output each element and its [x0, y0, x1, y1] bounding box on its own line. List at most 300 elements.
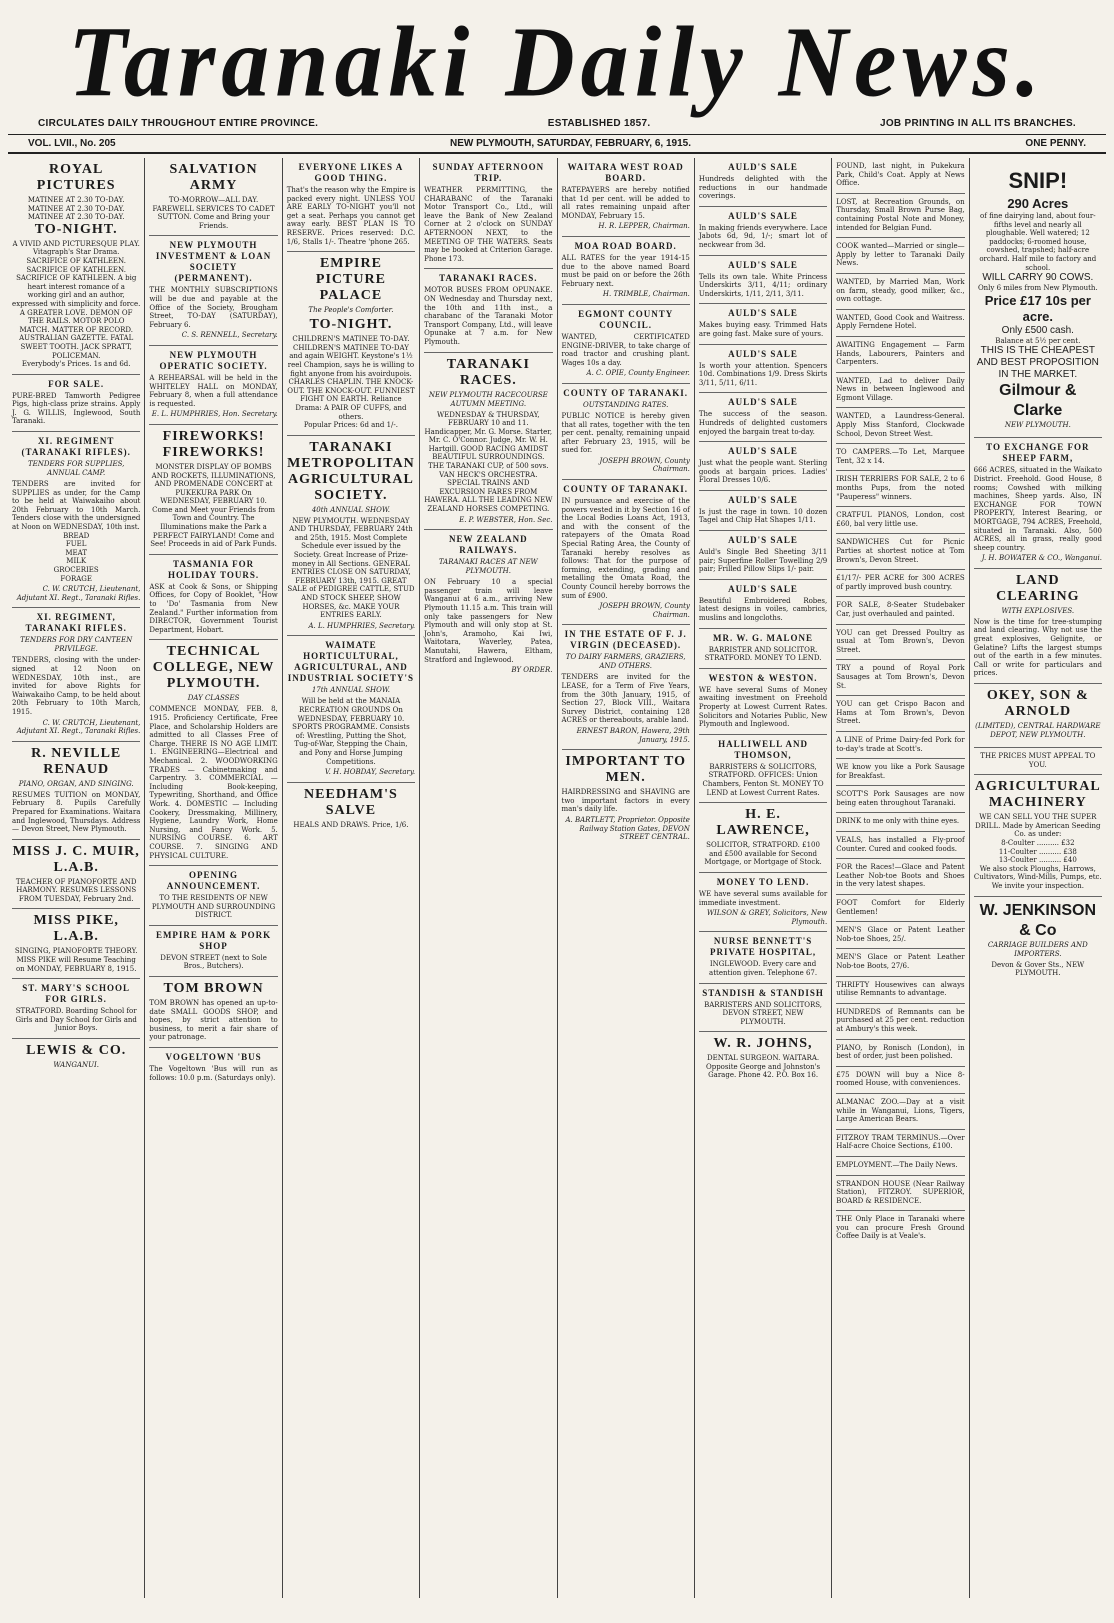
ad-body: TO THE RESIDENTS OF NEW PLYMOUTH AND SURROUNDING DISTRICT.: [151, 894, 276, 920]
ad-title: AULD'S SALE: [728, 535, 798, 546]
ad-waimate-show: [287, 636, 415, 782]
ad-body: COMMENCE MONDAY, FEB. 8, 1915. Proficiency Certificate, Free Place, and Scholarship Holders are admitted to all Classes Free of Charge. THERE IS NO AGE LIMIT. 1. ENGINEERING—Electrical and Mechanical. 2. WOODWORKING TRADES — Cabinetmaking and Carpentry. 3. COMMERCIAL — Including Book-keeping, Typewriting, Shorthand, and Office Work. 4. DOMESTIC — Including Cookery, Dressmaking, Millinery, Hygiene, Laundry Work, Home Nursing, and Fancy Work. 5. NURSING COURSE. 6. ART COURSE. 7. SINGING AND PHYSICAL CULTURE.: [149, 705, 278, 860]
classified-ad: [836, 732, 964, 759]
drill-price-row: 13-Coulter .......... £40: [998, 856, 1077, 865]
ad-body: THE MONTHLY SUBSCRIPTIONS will be due and payable at the Office of the Society, Brougham Street, TO-DAY (SATURDAY), February 6.: [149, 286, 278, 329]
ad-title: W. R. JOHNS,: [713, 1036, 813, 1052]
ad-title: AULD'S SALE: [728, 397, 798, 408]
ad-body: BARRISTERS & SOLICITORS, STRATFORD. OFFICES: Union Chambers, Fenton St. MONEY TO LEND at Lowest Current Rates.: [702, 762, 824, 797]
ad-subtitle: WITH EXPLOSIVES.: [1001, 606, 1075, 615]
ad-signature: E. P. WEBSTER, Hon. Sec.: [459, 515, 553, 524]
ad-body: INGLEWOOD. Every care and attention given. Telephone 67.: [709, 960, 818, 977]
classified-text: FOOT Comfort for Elderly Gentlemen!: [836, 899, 965, 916]
drill-price-row: 11-Coulter .......... £38: [998, 847, 1077, 856]
ad-body: ALL RATES for the year 1914-15 due to the above named Board must be paid on or before the 26th February next.: [561, 253, 690, 288]
ad-title: TOM BROWN: [163, 981, 264, 997]
classified-ad: [836, 786, 964, 813]
ad-title: TO EXCHANGE FOR SHEEP FARM,: [986, 442, 1090, 464]
ad-title: AULD'S SALE: [728, 210, 798, 221]
ad-title: MISS J. C. MUIR, L.A.B.: [12, 843, 140, 875]
ad-body: Is worth your attention. Spencers 10d. Combinations 1/9. Dress Skirts 3/11, 5/11, 6/11.: [698, 361, 828, 387]
classified-ad: [836, 660, 964, 696]
ad-title: STANDISH & STANDISH: [702, 987, 824, 998]
classified-text: YOU can get Dressed Poultry as usual at Tom Brown's, Devon Street.: [836, 628, 965, 654]
classified-ad: [836, 444, 964, 471]
ad-sunday-trip: [424, 158, 552, 269]
tonight-heading: TO-NIGHT.: [309, 317, 393, 333]
ad-signature: A. BARTLETT, Proprietor. Opposite Railway Station Gates, DEVON STREET CENTRAL.: [565, 815, 690, 842]
ad-title: EGMONT COUNTY COUNCIL.: [578, 308, 674, 330]
ad-halliwell: [699, 735, 827, 803]
ad-aulds-sale: [699, 442, 827, 491]
ad-subtitle: The People's Comforter.: [308, 306, 394, 315]
ad-body: 666 ACRES, situated in the Waikato District. Freehold. Good House, 8 rooms; Cowshed with milking machines, Sheep yards. Also, IN EXCHANGE FOR TOWN PROPERTY, Interest Bearing, or MORTGAGE, 794 ACRES, Freehold, situated in Taranaki. Also, 500 ACRES, all in grass, really good sheep country.: [973, 466, 1102, 552]
ad-pike: [12, 909, 140, 979]
classified-text: FOR SALE, 8-Seater Studebaker Car, just overhauled and painted.: [836, 601, 965, 618]
ad-body: TENDERS, closing with the under-signed at 12 Noon on WEDNESDAY, 10th inst., are invited for above Rights for Waiwakaiho Camp, to be held about 20th February to 10th March, 1915.: [12, 656, 141, 716]
ad-body: RESUMES TUITION on MONDAY, February 8. Pupils Carefully Prepared for Examinations. Waitara and Inglewood, Thursdays. Address — Devon Street, New Plymouth.: [12, 790, 141, 834]
cheapest-note: THIS IS THE CHEAPEST AND BEST PROPOSITION IN THE MARKET.: [976, 345, 1099, 381]
ad-subtitle: WANGANUI.: [53, 1061, 100, 1070]
ad-signature: C. W. CRUTCH, Lieutenant, Adjutant XI. Regt., Taranaki Rifles.: [16, 718, 141, 736]
classified-text: SCOTT'S Pork Sausages are now being eaten throughout Taranaki.: [836, 790, 965, 807]
ad-subtitle: TARANAKI RACES AT NEW PLYMOUTH.: [438, 558, 538, 576]
ad-dry-canteen: [12, 608, 140, 741]
classified-text: THRIFTY Housewives can always utilise Remnants to advantage.: [836, 980, 965, 998]
ad-body: The success of the season. Hundreds of delighted customers enjoyed the bargain treat to-day.: [698, 410, 828, 436]
ad-title: NEEDHAM'S SALVE: [304, 786, 398, 818]
ad-body: TENDERS are invited for SUPPLIES as under, for the Camp to be held at Waiwakaiho about 20th February to 10th March. Tenders close with the undersigned at Noon on WEDNESDAY, 10th inst.: [12, 480, 141, 532]
ad-body: WE have several Sums of Money awaiting investment on Freehold Property at Lowest Current Rates. Solicitors and Notaries Public, New Plymouth and Inglewood.: [698, 685, 828, 729]
ad-body: WANTED, CERTIFICATED ENGINE-DRIVER, to take charge of road tractor and crushing plant. Wages 10s a day.: [561, 332, 690, 367]
ad-tom-brown: [149, 977, 277, 1048]
ad-st-marys: [12, 979, 140, 1039]
ad-johns-dentist: [699, 1032, 827, 1085]
ad-body: STRATFORD. Boarding School for Girls and Day School for Girls and Junior Boys.: [15, 1007, 137, 1033]
supply-item: FUEL: [65, 540, 87, 549]
ad-title: WAITARA WEST ROAD BOARD.: [567, 162, 684, 183]
ad-egmont-council: [562, 305, 690, 384]
ad-prices-appeal: [974, 748, 1102, 775]
ad-title: AULD'S SALE: [728, 348, 798, 359]
classified-text: ALMANAC ZOO.—Day at a visit while in Wanganui, Lions, Tigers, Large American Bears.: [836, 1097, 965, 1124]
ad-title: TARANAKI RACES.: [446, 356, 530, 388]
ad-title: AULD'S SALE: [728, 308, 798, 319]
ad-body: TOM BROWN has opened an up-to-date SMALL GOODS SHOP, and hopes, by strict attention to business, to merit a fair share of your patronage.: [149, 999, 278, 1042]
ad-subtitle: NEW PLYMOUTH RACECOURSE AUTUMN MEETING.: [428, 390, 548, 408]
ad-signature: V. H. HOBDAY, Secretary.: [324, 768, 416, 777]
ad-body: TO-MORROW—ALL DAY. FAREWELL SERVICES TO CADET SUTTON. Come and Bring your Friends.: [152, 196, 275, 230]
classified-text: FOUND, last night, in Pukekura Park, Child's Coat. Apply at News Office.: [836, 162, 965, 188]
classified-ad: [836, 1176, 964, 1212]
classified-text: THE Only Place in Taranaki where you can procure Fresh Ground Coffee Daily is at Veale's.: [836, 1215, 965, 1241]
ad-subtitle: TENDERS FOR SUPPLIES, ANNUAL CAMP.: [27, 460, 125, 478]
ad-railways: [424, 530, 552, 680]
ad-title: NEW PLYMOUTH INVESTMENT & LOAN SOCIETY (PERMANENT).: [155, 240, 272, 284]
matinee-lines: [12, 196, 140, 222]
ad-title: AULD'S SALE: [728, 162, 798, 172]
ad-title: LAND CLEARING: [996, 572, 1080, 604]
ad-body: ON February 10 a special passenger train will leave Wanganui at 6 a.m., arriving New Plymouth 11.15 a.m. This train will only take passengers for New Plymouth and will only stop at St. John's, Aramoho, Kai Iwi, Waitotara, Waverley, Patea, Manutahi, Hawera, Eltham, Stratford and Inglewood.: [424, 578, 553, 664]
classified-text: WANTED, by Married Man, Work on farm, steady, good milker, &c., own cottage.: [836, 277, 965, 304]
ad-title: SNIP!: [1008, 168, 1068, 193]
ad-signature: J. H. BOWATER & CO., Wanganui.: [981, 554, 1102, 563]
ad-agricultural-machinery: [974, 775, 1102, 896]
classified-text: FOR the Races!—Glace and Patent Leather Nob-toe Boots and Shoes in the very latest shapes.: [836, 863, 965, 889]
agent-location: NEW PLYMOUTH.: [1004, 421, 1071, 430]
ad-title: XI. REGIMENT (TARANAKI RIFLES).: [21, 436, 131, 458]
ad-body: Makes buying easy. Trimmed Hats are going fast. Make sure of yours.: [698, 321, 828, 338]
ad-body: WEDNESDAY & THURSDAY, FEBRUARY 10 and 11. Handicapper, Mr. G. Morse. Starter, Mr. C. O'Connor. Judge, Mr. W. H. Hartgill. GOOD RACING AMIDST BEAUTIFUL SURROUNDINGS. THE TARANAKI CUP, of 500 sovs. VAN HECK'S ORCHESTRA. SPECIAL TRAINS AND EXCURSION FARES FROM HAWERA. ALL THE LEADING NEW ZEALAND HORSES COMPETING.: [424, 410, 553, 514]
classified-ad: [836, 922, 964, 949]
tonight-heading: TO-NIGHT.: [34, 221, 118, 237]
ad-subtitle: 17th ANNUAL SHOW.: [311, 686, 391, 695]
ad-title: ROYAL PICTURES: [36, 162, 116, 193]
ad-title: COUNTY OF TARANAKI.: [563, 484, 689, 495]
classified-text: MEN'S Glace or Patent Leather Nob-toe Boots, 27/6.: [836, 953, 965, 970]
place-date: NEW PLYMOUTH, SATURDAY, FEBRUARY, 6, 1915.: [450, 138, 692, 149]
ad-title: IMPORTANT TO MEN.: [565, 754, 686, 786]
ad-body: THE PRICES MUST APPEAL TO YOU.: [980, 752, 1096, 769]
classified-ad: [836, 373, 964, 409]
ad-subtitle: PIANO, ORGAN, AND SINGING.: [18, 779, 134, 788]
ad-body: PURE-BRED Tamworth Pedigree Pigs, high-class prize strains. Apply J. G. WILLIS, Inglewood, South Taranaki.: [12, 391, 141, 426]
ad-title: TARANAKI RACES.: [439, 273, 538, 284]
ad-aulds-sale: [699, 393, 827, 442]
ad-title: VOGELTOWN 'BUS: [165, 1052, 262, 1063]
ad-title: EMPIRE HAM & PORK SHOP: [155, 929, 272, 951]
ad-body: of fine dairying land, about four-fifths level and nearly all ploughable. Well watered; 12 paddocks; 6-roomed house, cowshed, trapshed; half-acre orchard. Half mile to factory and school.: [979, 212, 1097, 272]
balance-terms: Balance at 5½ per cent.: [995, 336, 1081, 345]
cash-required: Only £500 cash.: [1001, 324, 1074, 336]
classified-text: £75 DOWN will buy a Nice 8-roomed House, with conveniences.: [836, 1070, 965, 1088]
column-1: [8, 158, 145, 1598]
classified-text: TO CAMPERS.—To Let, Marquee Tent, 32 x 14.: [836, 448, 965, 465]
ad-title: AULD'S SALE: [728, 446, 798, 457]
ad-title: WAIMATE HORTICULTURAL, AGRICULTURAL, AND INDUSTRIAL SOCIETY'S: [287, 640, 415, 684]
ad-signature: H. TRIMBLE, Chairman.: [602, 290, 690, 299]
ad-title: MISS PIKE, L.A.B.: [33, 913, 119, 945]
ad-nurse-bennett: [699, 932, 827, 983]
classified-ad: [836, 813, 964, 832]
ad-body: Will be held at the MANAIA RECREATION GROUNDS On WEDNESDAY, FEBRUARY 10. SPORTS PROGRAMME. Consists of: Wrestling, Putting the Shot, Tug-of-War, Stepping the Chain, and Pony and Horse Jumping Competitions.: [292, 697, 410, 766]
ad-signature: WILSON & GREY, Solicitors, New Plymouth.: [706, 909, 828, 926]
ad-aulds-sale: [699, 531, 827, 580]
ad-body: WE have several sums available for immediate investment.: [698, 889, 828, 907]
ad-renaud: [12, 742, 140, 840]
classified-ad: [836, 570, 964, 597]
classified-ad: [836, 310, 964, 337]
classified-text: HUNDREDS of Remnants can be purchased at 25 per cent. reduction at Ambury's this week.: [836, 1007, 965, 1033]
ad-title: EMPIRE PICTURE PALACE: [315, 256, 386, 304]
price: ONE PENNY.: [1025, 138, 1086, 149]
dateline: [8, 134, 1106, 154]
ad-salvation-army: [149, 158, 277, 236]
classified-text: MEN'S Glace or Patent Leather Nob-toe Shoes, 25/.: [836, 926, 965, 943]
drill-price-list: [974, 839, 1102, 865]
ad-body: Auld's Single Bed Sheeting 3/11 pair; Superfine Roller Towelling 2/9 pair; Frilled Pillow Slips 1/- pair.: [698, 548, 828, 574]
ad-title: MOA ROAD BOARD.: [574, 240, 677, 251]
ad-important-to-men: [562, 750, 690, 847]
ad-fireworks: [149, 425, 277, 555]
farm-price: Price £17 10s per acre.: [984, 292, 1091, 324]
classified-text: A LINE of Prime Dairy-fed Pork for to-day's trade at Scott's.: [836, 735, 965, 753]
ad-body: A REHEARSAL will be held in the WHITELEY HALL on MONDAY, February 8, when a full attendance is requested.: [149, 373, 278, 408]
ad-royal-pictures: [12, 158, 140, 375]
ad-title: MONEY TO LEND.: [716, 876, 810, 887]
ad-signature: C. S. RENNELL, Secretary.: [181, 331, 278, 340]
ad-aulds-sale: [699, 207, 827, 256]
ad-racecourse: [424, 353, 552, 531]
classified-text: PIANO, by Ronisch (London), in best of order, just been polished.: [836, 1043, 965, 1061]
column-2: [145, 158, 282, 1598]
ad-technical-college: [149, 640, 277, 866]
ad-rifles-supplies: [12, 432, 140, 608]
ad-body: TENDERS are invited for the LEASE, for a Term of Five Years, from the 30th January, 1915, of Section 27, Block VIII., Waitara Survey District, containing 128 ACRES or thereabouts, arable land.: [561, 673, 690, 725]
classified-text: AWAITING Engagement — Farm Hands, Labourers, Painters and Carpenters.: [836, 340, 965, 367]
ad-title: XI. REGIMENT, TARANAKI RIFLES.: [25, 612, 127, 634]
ad-waitara-road-board: [562, 158, 690, 237]
ad-subtitle: 40th ANNUAL SHOW.: [311, 505, 391, 514]
ad-signature: A. C. OPIE, County Engineer.: [586, 369, 690, 378]
ad-title: IN THE ESTATE OF F. J. VIRGIN (DECEASED).: [564, 629, 687, 651]
ad-aulds-sale: [699, 158, 827, 207]
ad-title: TASMANIA FOR HOLIDAY TOURS.: [168, 558, 260, 580]
ad-signature: JOSEPH BROWN, County Chairman.: [599, 456, 690, 474]
ad-land-clearing: [974, 569, 1102, 684]
ad-muir: [12, 840, 140, 910]
ad-body: TEACHER OF PIANOFORTE AND HARMONY. RESUMES LESSONS FROM TUESDAY, February 2nd.: [15, 877, 137, 903]
classified-ad: [836, 1157, 964, 1176]
ad-body: BARRISTERS AND SOLICITORS, DEVON STREET, NEW PLYMOUTH.: [704, 1000, 823, 1026]
ad-title: COUNTY OF TARANAKI.: [563, 387, 689, 398]
ad-title: AULD'S SALE: [728, 494, 798, 505]
ad-address: Devon & Gover Sts., NEW PLYMOUTH.: [991, 960, 1085, 978]
ad-title: AULD'S SALE: [728, 583, 798, 594]
ad-body: HAIRDRESSING and SHAVING are two important factors in every man's daily life.: [561, 788, 690, 814]
cow-capacity: WILL CARRY 90 COWS.: [982, 272, 1094, 284]
established-note: ESTABLISHED 1857.: [547, 118, 651, 129]
ad-body: HEALS AND DRAWS. Price, 1/6.: [293, 820, 409, 829]
ad-signature: BY ORDER.: [511, 666, 553, 675]
column-3: [283, 158, 420, 1598]
ad-subtitle: OUTSTANDING RATES.: [582, 400, 669, 409]
ad-operatic-society: [149, 346, 277, 425]
agent-name: Gilmour & Clarke: [999, 382, 1077, 420]
ad-body: IN pursuance and exercise of the powers vested in it by Section 16 of the Local Bodies Loans Act, 1913, and with the consent of the ratepayers of the Omata Road Special Rating Area, the County of Taranaki hereby resolves as follows: That for the purpose of forming, extending, grading and metalling the Omata Road, the County Council hereby borrows the sum of £900.: [561, 497, 690, 600]
ad-aulds-sale: [699, 256, 827, 305]
column-7: [832, 158, 969, 1598]
newspaper-title: Taranaki Daily News.: [68, 5, 1046, 118]
ad-subtitle: TO DAIRY FARMERS, GRAZIERS, AND OTHERS.: [565, 653, 686, 671]
ad-lawrence: [699, 803, 827, 873]
ad-title: R. NEVILLE RENAUD: [31, 745, 122, 777]
ad-body: MOTOR BUSES FROM OPUNAKE. ON Wednesday and Thursday next, the 10th and 11th inst., a charabanc of the Taranaki Motor Transport Company, Ltd., will leave Opunake at 7 a.m. for New Plymouth.: [424, 286, 553, 346]
classified-ad: [836, 534, 964, 570]
classified-ad: [836, 471, 964, 507]
ad-body: Just what the people want. Sterling goods at bargain prices. Ladies' Floral Dresses 10/6.: [698, 459, 828, 485]
ad-signature: JOSEPH BROWN, County Chairman.: [599, 602, 690, 619]
ad-signature: H. R. LEPPER, Chairman.: [598, 222, 690, 231]
ad-title: EVERYONE LIKES A GOOD THING.: [298, 162, 404, 183]
ad-title: AGRICULTURAL MACHINERY: [974, 779, 1101, 811]
ad-jenkinson: [974, 897, 1102, 983]
ad-title: OPENING ANNOUNCEMENT.: [166, 870, 261, 892]
job-printing-note: JOB PRINTING IN ALL ITS BRANCHES.: [879, 118, 1076, 129]
ad-title: MR. W. G. MALONE: [713, 632, 814, 643]
ad-title: NURSE BENNETT'S PRIVATE HOSPITAL,: [710, 936, 817, 958]
classified-ad: [836, 977, 964, 1004]
ad-title: FOR SALE.: [48, 378, 105, 389]
ad-footer: Everybody's Prices. 1s and 6d.: [21, 360, 131, 369]
classified-ad: [836, 238, 964, 274]
ad-body: Tells its own tale. White Princess Underskirts 3/11, 4/11; ordinary Underskirts, 1/11, 2/11, 3/11.: [698, 272, 828, 298]
classified-ad: [836, 597, 964, 624]
ad-virgin-estate: [562, 625, 690, 750]
ad-title: TECHNICAL COLLEGE, NEW PLYMOUTH.: [152, 644, 275, 692]
ad-body: NEW PLYMOUTH. WEDNESDAY AND THURSDAY, FEBRUARY 24th and 25th, 1915. Most Complete Schedule ever issued by the Society. Great Increase of Prize-money in All Sections. GENERAL ENTRIES CLOSE ON SATURDAY, FEBRUARY 13th, 1915. GREAT SALE of PEDIGREE CATTLE, STUD AND STOCK SHEEP, SHOW HORSES, &c. MAKE YOUR ENTRIES EARLY.: [287, 516, 415, 620]
classified-ad: [836, 1067, 964, 1094]
ad-aulds-sale: [699, 580, 827, 629]
ad-title: WESTON & WESTON.: [708, 672, 818, 683]
classified-text: WANTED, Good Cook and Waitress. Apply Ferndene Hotel.: [836, 313, 965, 331]
ad-body: Hundreds delighted with the reductions in our handmade coverings.: [698, 175, 828, 201]
ad-everyone-likes: [287, 158, 415, 252]
ad-title: AULD'S SALE: [728, 259, 798, 270]
ad-title: W. JENKINSON & Co: [979, 901, 1097, 939]
classified-ad: [836, 859, 964, 895]
ad-body: In making friends everywhere. Lace Jabots 6d, 9d, 1/-; smart lot of neckwear from 3d.: [698, 223, 828, 249]
ad-title: OKEY, SON & ARNOLD: [986, 688, 1089, 720]
classified-text: £1/17/- PER ACRE for 300 ACRES of partly improved bush country.: [836, 574, 965, 591]
ad-title: SUNDAY AFTERNOON TRIP.: [432, 162, 545, 183]
classified-ad: [836, 408, 964, 444]
ad-malone: [699, 629, 827, 669]
ad-body: BARRISTER AND SOLICITOR. STRATFORD. MONEY TO LEND.: [704, 645, 822, 663]
ad-aulds-sale: [699, 491, 827, 531]
ad-needhams-salve: [287, 783, 415, 835]
ad-subtitle: CARRIAGE BUILDERS AND IMPORTERS.: [987, 940, 1088, 958]
ad-opening: [149, 866, 277, 926]
classified-text: IRISH TERRIERS FOR SALE, 2 to 6 months Pups, from the noted "Pauperess" winners.: [836, 475, 965, 501]
ad-exchange: [974, 438, 1102, 569]
supply-item: MEAT: [65, 548, 87, 557]
ad-body: SINGING, PIANOFORTE THEORY. MISS PIKE will Resume Teaching on MONDAY, FEBRUARY 8, 1915.: [14, 947, 138, 973]
classified-ad: [836, 1094, 964, 1130]
ad-body: WE CAN SELL YOU THE SUPER DRILL. Made by American Seeding Co. as under:: [975, 813, 1101, 839]
ad-vogeltown-bus: [149, 1048, 277, 1087]
supply-item: MILK: [66, 557, 87, 566]
ad-empire-pictures: [287, 252, 415, 436]
ad-standish: [699, 984, 827, 1033]
ad-lewis: [12, 1039, 140, 1077]
ad-county-loan: [562, 480, 690, 625]
classified-ad: [836, 1211, 964, 1246]
ad-signature: C. W. CRUTCH, Lieutenant, Adjutant XI. Regt., Taranaki Rifles.: [16, 585, 141, 602]
classified-text: DRINK to me only with thine eyes.: [836, 817, 960, 826]
classified-text: WE know you like a Pork Sausage for Breakfast.: [836, 763, 965, 780]
classified-ad: [836, 1040, 964, 1067]
ad-footer: Popular Prices: 6d and 1/-.: [303, 421, 398, 430]
ad-signature: E. L. HUMPHRIES, Hon. Secretary.: [151, 410, 278, 419]
drill-price-row: 8-Coulter .......... £32: [1001, 839, 1075, 847]
ad-subtitle: DAY CLASSES: [187, 694, 240, 703]
classified-ad: [836, 507, 964, 534]
classified-ad: [836, 625, 964, 661]
classified-text: FITZROY TRAM TERMINUS.—Over Half-acre Choice Sections, £100.: [836, 1133, 965, 1151]
classified-ad: [836, 696, 964, 732]
classified-ad: [836, 158, 964, 194]
ad-title: H. E. LAWRENCE,: [716, 807, 810, 839]
classified-text: WANTED, Lad to deliver Daily News in between Inglewood and Egmont Village.: [836, 376, 965, 402]
ad-body: CHILDREN'S MATINEE TO-DAY. CHILDREN'S MATINEE TO-DAY and again WEIGHT. Keystone's 1½ reel Champion, says he is willing to fight anyone from his avoirdupois. CHARLES CHAPLIN. THE KNOCK-OUT. THE KNOCK-OUT. FUNNIEST FIGHT ON EARTH. Reliance Drama: A PAIR OF CUFFS, and others.: [287, 335, 415, 421]
ad-body: WEATHER PERMITTING, the CHARABANC of the Taranaki Motor Transport Co., Ltd., will leave the Bank of New Zealand Corner at 2 o'clock on SUNDAY AFTERNOON NEXT, to the MEETING OF THE WATERS. Seats may be booked at Criterion Garage. Phone 173.: [424, 186, 553, 263]
ad-weston: [699, 669, 827, 735]
ad-body: SOLICITOR, STRATFORD. £100 and £500 available for Second Mortgage, or Mortgage of Stock.: [704, 841, 822, 867]
classified-text: COOK wanted—Married or single—Apply by letter to Taranaki Daily News.: [836, 242, 965, 268]
ad-okey-arnold: [974, 684, 1102, 748]
ad-snip-farm: [974, 158, 1102, 438]
ad-body: ASK at Cook & Sons, or Shipping Offices, for Copy of Booklet, "How to 'Do' Tasmania from New Zealand." Further information from DIRECTOR, Government Tourist Department, Hobart.: [149, 582, 278, 634]
classified-text: VEALS, has installed a Fly-proof Counter. Cured and cooked foods.: [836, 836, 965, 853]
supply-items: [12, 532, 140, 584]
matinee-line: MATINEE AT 2.30 TO-DAY.: [27, 196, 125, 204]
ad-motor-buses: [424, 269, 552, 352]
classified-ad: [836, 949, 964, 976]
ad-body: The Vogeltown 'Bus will run as follows: 10.0 p.m. (Saturdays only).: [149, 1065, 278, 1082]
ad-title: FIREWORKS! FIREWORKS!: [162, 428, 265, 460]
classified-ad: [836, 895, 964, 922]
ad-subtitle: (LIMITED), CENTRAL HARDWARE DEPOT, NEW PLYMOUTH.: [975, 722, 1101, 740]
ad-title: TARANAKI METROPOLITAN AGRICULTURAL SOCIETY.: [287, 439, 415, 503]
ad-body: That's the reason why the Empire is packed every night. UNLESS YOU ARE EARLY TO-NIGHT you'll not get a seat. Perhaps you cannot get away early. BEST PLAN IS TO RESERVE. Prices reserved: D.C. 1/6, Stalls 1/-. Theatre 'phone 265.: [286, 186, 416, 246]
classified-text: WANTED, a Laundress-General. Apply Miss Stanford, Clockwade School, Devon Street West.: [836, 412, 965, 438]
ad-title: NEW ZEALAND RAILWAYS.: [449, 534, 528, 556]
distance: Only 6 miles from New Plymouth.: [977, 284, 1098, 293]
matinee-line: MATINEE AT 2.30 TO-DAY.: [27, 213, 125, 222]
classified-ad: [836, 337, 964, 373]
circulation-note: CIRCULATES DAILY THROUGHOUT ENTIRE PROVINCE.: [38, 118, 319, 129]
acreage: 290 Acres: [1007, 196, 1069, 211]
classified-text: TRY a pound of Royal Pork Sausages at Tom Brown's, Devon St.: [836, 664, 965, 690]
ad-body: Is just the rage in town. 10 dozen Tagel and Chip Hat Shapes 1/11.: [698, 507, 828, 525]
ad-title: SALVATION ARMY: [169, 162, 258, 193]
ad-aulds-sale: [699, 304, 827, 344]
ad-for-sale: [12, 375, 140, 432]
classified-ad: [836, 1004, 964, 1040]
ad-signature: A. L. HUMPHRIES, Secretary.: [308, 621, 416, 630]
classified-ad: [836, 194, 964, 238]
ad-body: A VIVID AND PICTURESQUE PLAY. Vitagraph's Star Drama. SACRIFICE OF KATHLEEN. SACRIFICE OF KATHLEEN. SACRIFICE OF KATHLEEN. A big heart interest romance of a working girl and an author, expressed with simplicity and force. A GREATER LOVE. DEMON OF THE RAILS. MOTOR POLO MATCH. MATTER OF RECORD. AUSTRALIAN GAZETTE. FATAL SWEET TOOTH. JACK SPRATT, POLICEMAN.: [12, 239, 141, 360]
column-6: [695, 158, 832, 1598]
ad-body: MONSTER DISPLAY OF BOMBS AND ROCKETS, ILLUMINATIONS, AND PROMENADE CONCERT at PUKEKURA PARK On WEDNESDAY, FEBRUARY 10. Come and Meet your Friends from Town and Country. The Illuminations make the Park a PERFECT FAIRYLAND! Come and See! Proceeds in aid of Park Funds.: [150, 462, 277, 549]
column-8: [970, 158, 1106, 1598]
ad-footer: We also stock Ploughs, Harrows, Cultivators, Wind-Mills, Pumps, etc. We invite your inspection.: [973, 864, 1102, 890]
supply-item: BREAD: [63, 531, 90, 540]
ad-metropolitan-show: [287, 436, 415, 637]
classified-ad: [836, 759, 964, 786]
ad-moa-road-board: [562, 237, 690, 305]
ad-signature: ERNEST BARON, Hawera, 29th January, 1915.: [576, 726, 690, 744]
masthead: [8, 6, 1106, 116]
ad-tasmania: [149, 555, 277, 641]
ad-title: LEWIS & CO.: [26, 1043, 127, 1059]
ad-body: DEVON STREET (next to Sole Bros., Butchers).: [160, 953, 267, 971]
ad-outstanding-rates: [562, 384, 690, 480]
classified-ad: [836, 1130, 964, 1157]
classified-text: SANDWICHES Cut for Picnic Parties at shortest notice at Tom Brown's, Devon Street.: [836, 538, 965, 564]
classified-ad: [836, 274, 964, 310]
